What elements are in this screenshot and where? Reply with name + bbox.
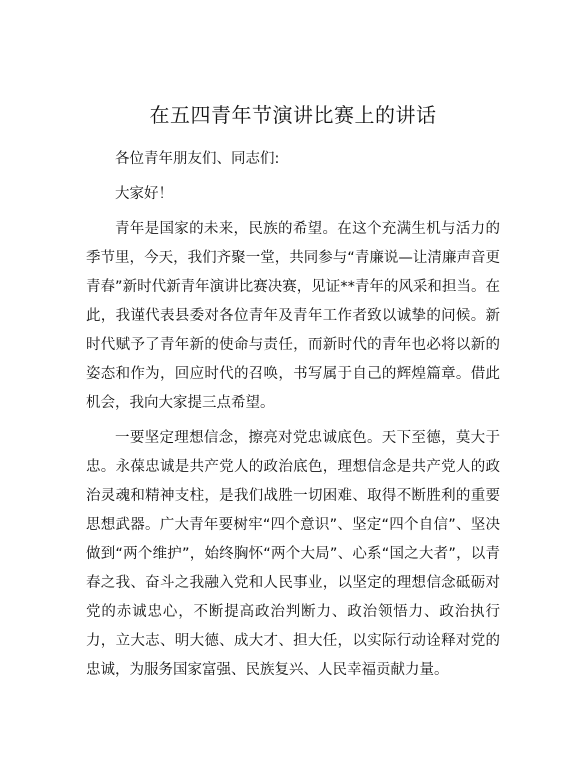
body-paragraph-intro: 青年是国家的未来，民族的希望。在这个充满生机与活力的季节里，今天，我们齐聚一堂，共同参与“青廉说—让清廉声音更青春”新时代新青年演讲比赛决赛，见证**青年的风采和担当。在此，我谨代表县委对各位青年及青年工作者致以诚挚的问候。新时代赋予了青年新的使命与责任，而新时代的青年也必将以新的姿态和作为，回应时代的召唤，书写属于自己的辉煌篇章。借此机会，我向大家提三点希望。 [86,221,500,411]
document-title: 在五四青年节演讲比赛上的讲话 [149,103,437,127]
hello-line: 大家好！ [115,186,173,202]
greeting-line: 各位青年朋友们、同志们: [115,151,280,167]
body-paragraph-first-hope: 一要坚定理想信念，擦亮对党忠诚底色。天下至德，莫大于忠。永葆忠诚是共产党人的政治底色，理想信念是共产党人的政治灵魂和精神支柱，是我们战胜一切困难、取得不断胜利的重要思想武器。广大青年要树牢“四个意识”、坚定“四个自信”、坚决做到“两个维护”，始终胸怀“两个大局”、心系“国之大者”，以青春之我、奋斗之我融入党和人民事业，以坚定的理想信念砥砺对党的赤诚忠心，不断提高政治判断力、政治领悟力、政治执行力，立大志、明大德、成大才、担大任，以实际行动诠释对党的忠诚，为服务国家富强、民族复兴、人民幸福贡献力量。 [86,430,500,678]
